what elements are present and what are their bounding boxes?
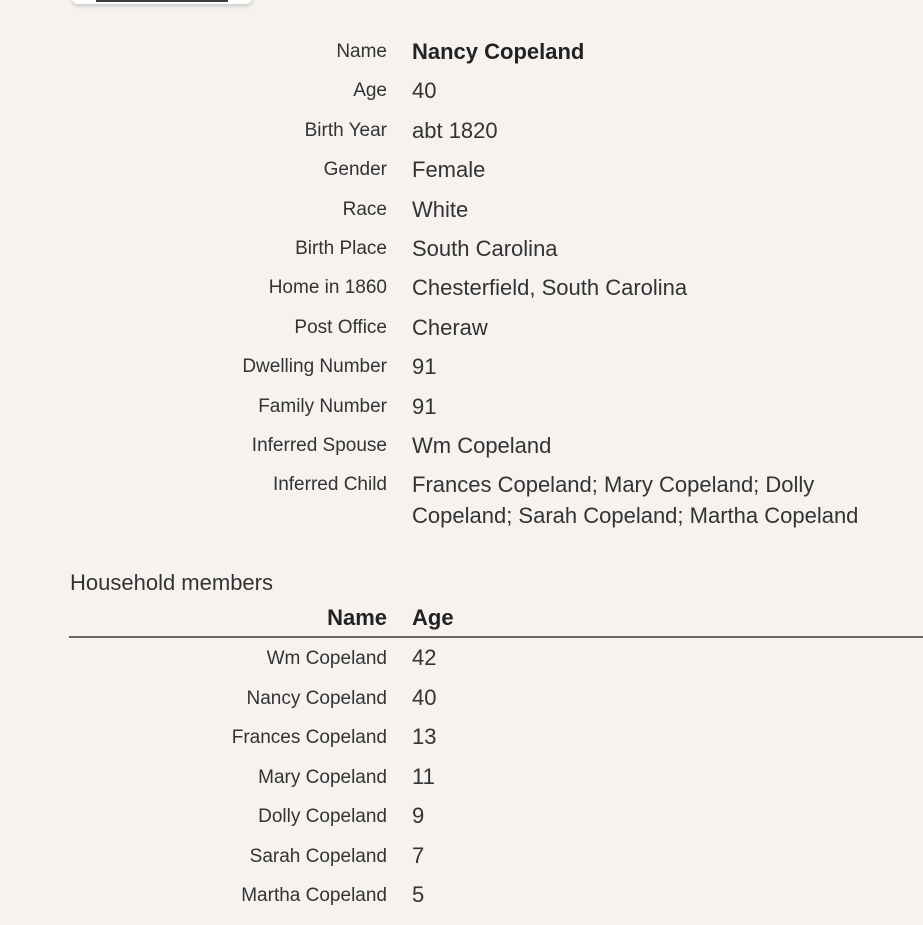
field-value: Female <box>412 157 486 183</box>
household-title: Household members <box>70 570 273 595</box>
field-value: 91 <box>412 354 437 380</box>
field-value: abt 1820 <box>412 117 498 143</box>
table-row <box>0 761 923 801</box>
column-header-name: Name <box>327 605 387 630</box>
field-post-office <box>0 312 923 351</box>
member-name: Frances Copeland <box>231 727 387 748</box>
field-label: Inferred Child <box>272 474 387 496</box>
field-birth-place <box>0 233 923 272</box>
field-label: Name <box>336 41 387 62</box>
member-age: 11 <box>412 763 435 789</box>
field-value: 91 <box>412 393 437 419</box>
field-label: Inferred Spouse <box>251 434 387 456</box>
table-row <box>0 682 923 722</box>
member-age: 9 <box>412 803 425 828</box>
field-value: White <box>412 196 469 222</box>
table-row <box>0 840 923 880</box>
field-home <box>0 272 923 311</box>
field-value: Frances Copeland; Mary Copeland; Dolly Copeland; Sarah Copeland; Martha Copeland <box>412 472 859 529</box>
member-name: Nancy Copeland <box>246 687 387 709</box>
member-age: 7 <box>412 842 425 868</box>
column-header-age: Age <box>412 605 454 630</box>
field-value: Nancy Copeland <box>412 39 585 64</box>
field-race <box>0 194 923 233</box>
field-birth-year <box>0 115 923 154</box>
field-family-number <box>0 391 923 430</box>
field-value: 40 <box>412 78 437 104</box>
table-row <box>0 879 923 919</box>
member-name: Mary Copeland <box>258 766 387 788</box>
record-image-preview <box>96 0 228 2</box>
field-label: Post Office <box>294 316 387 338</box>
field-value: Wm Copeland <box>412 432 552 458</box>
field-label: Gender <box>323 159 387 181</box>
field-inferred-spouse <box>0 430 923 469</box>
table-row <box>0 642 923 682</box>
member-name: Wm Copeland <box>266 648 387 669</box>
member-age: 13 <box>412 724 437 749</box>
field-label: Race <box>342 198 387 220</box>
field-age <box>0 75 923 114</box>
member-name: Dolly Copeland <box>258 806 387 827</box>
field-value: Cheraw <box>412 314 488 340</box>
field-label: Age <box>353 80 387 102</box>
field-label: Family Number <box>258 395 387 417</box>
field-gender <box>0 154 923 193</box>
field-label: Dwelling Number <box>242 356 387 378</box>
field-value: South Carolina <box>412 235 558 261</box>
field-label: Birth Year <box>304 119 387 141</box>
field-value: Chesterfield, South Carolina <box>412 275 688 301</box>
member-name: Sarah Copeland <box>249 845 387 867</box>
record-details <box>0 36 923 531</box>
field-inferred-child <box>0 469 923 531</box>
member-age: 42 <box>412 645 437 670</box>
member-age: 40 <box>412 684 437 710</box>
field-label: Birth Place <box>295 237 387 259</box>
field-name <box>0 36 923 75</box>
member-age: 5 <box>412 882 425 907</box>
member-name: Martha Copeland <box>241 885 387 906</box>
field-label: Home in 1860 <box>268 277 387 299</box>
table-row <box>0 721 923 761</box>
household-table <box>0 642 923 919</box>
field-dwelling-number <box>0 351 923 390</box>
record-image-thumbnail[interactable] <box>72 0 252 4</box>
household-table-header <box>69 604 923 638</box>
table-row <box>0 800 923 840</box>
